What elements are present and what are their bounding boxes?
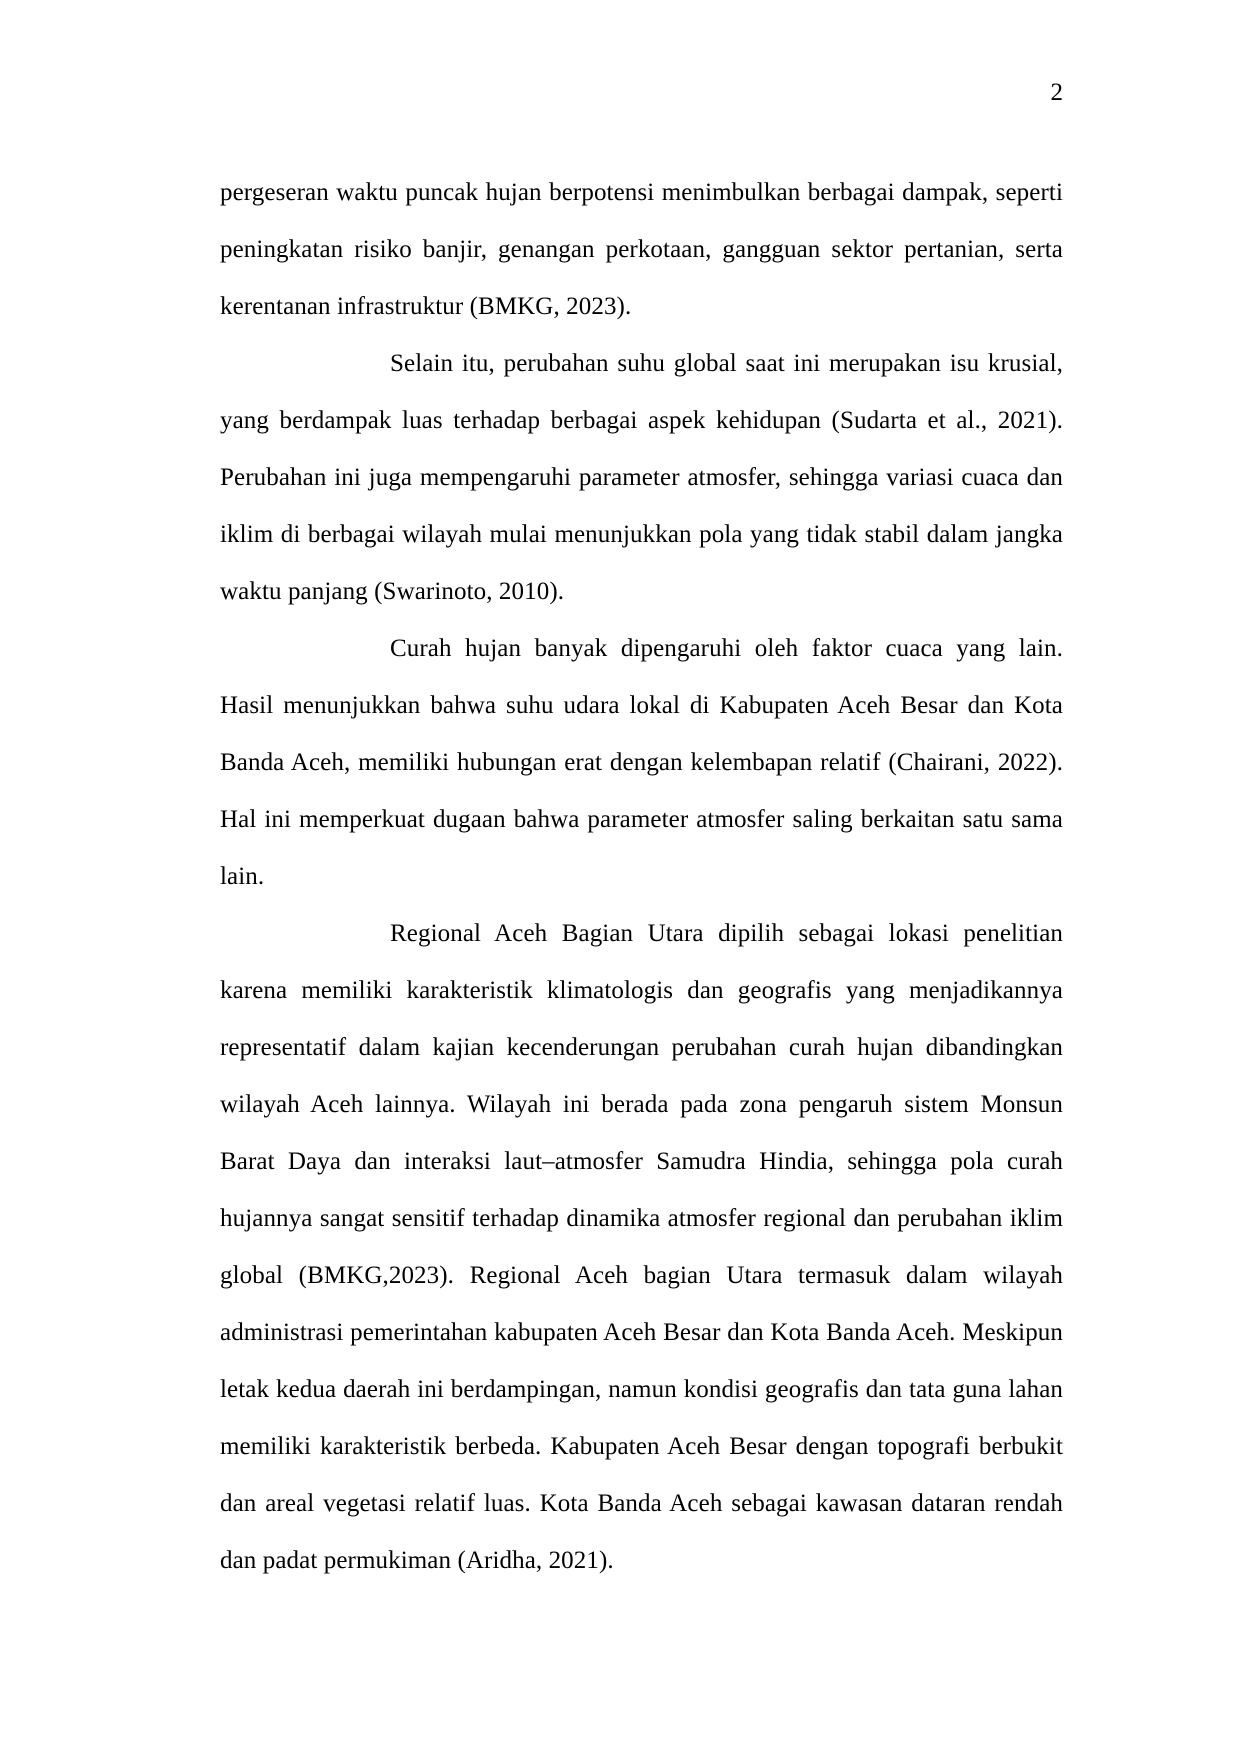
paragraph-rain-impacts: pergeseran waktu puncak hujan berpotensi menimbulkan berbagai dampak, seperti peningkatan risiko banjir, genangan perkotaan, gangguan sektor pertanian, serta kerentanan infrastruktur (BMKG, 2023). bbox=[220, 179, 1063, 320]
paragraph-global-temperature: Selain itu, perubahan suhu global saat ini merupakan isu krusial, yang berdampak luas terhadap berbagai aspek kehidupan (Sudarta et al., 2021). Perubahan ini juga mempengaruhi parameter atmosfer, sehingga variasi cuaca dan iklim di berbagai wilayah mulai menunjukkan pola yang tidak stabil dalam jangka waktu panjang (Swarinoto, 2010). bbox=[220, 350, 1063, 605]
page-number: 2 bbox=[1050, 79, 1063, 106]
paragraph-regional-aceh: Regional Aceh Bagian Utara dipilih sebagai lokasi penelitian karena memiliki karakteristik klimatologis dan geografis yang menjadikannya representatif dalam kajian kecenderungan perubahan curah hujan dibandingkan wilayah Aceh lainnya. Wilayah ini berada pada zona pengaruh sistem Monsun Barat Daya dan interaksi laut–atmosfer Samudra Hindia, sehingga pola curah hujannya sangat sensitif terhadap dinamika atmosfer regional dan perubahan iklim global (BMKG,2023). Regional Aceh bagian Utara termasuk dalam wilayah administrasi pemerintahan kabupaten Aceh Besar dan Kota Banda Aceh. Meskipun letak kedua daerah ini berdampingan, namun kondisi geografis dan tata guna lahan memiliki karakteristik berbeda. Kabupaten Aceh Besar dengan topografi berbukit dan areal vegetasi relatif luas. Kota Banda Aceh sebagai kawasan dataran rendah dan padat permukiman (Aridha, 2021). bbox=[220, 920, 1063, 1574]
page-body bbox=[220, 164, 1063, 1589]
paragraph-rainfall-factors: Curah hujan banyak dipengaruhi oleh faktor cuaca yang lain. Hasil menunjukkan bahwa suhu udara lokal di Kabupaten Aceh Besar dan Kota Banda Aceh, memiliki hubungan erat dengan kelembapan relatif (Chairani, 2022). Hal ini memperkuat dugaan bahwa parameter atmosfer saling berkaitan satu sama lain. bbox=[220, 635, 1063, 890]
